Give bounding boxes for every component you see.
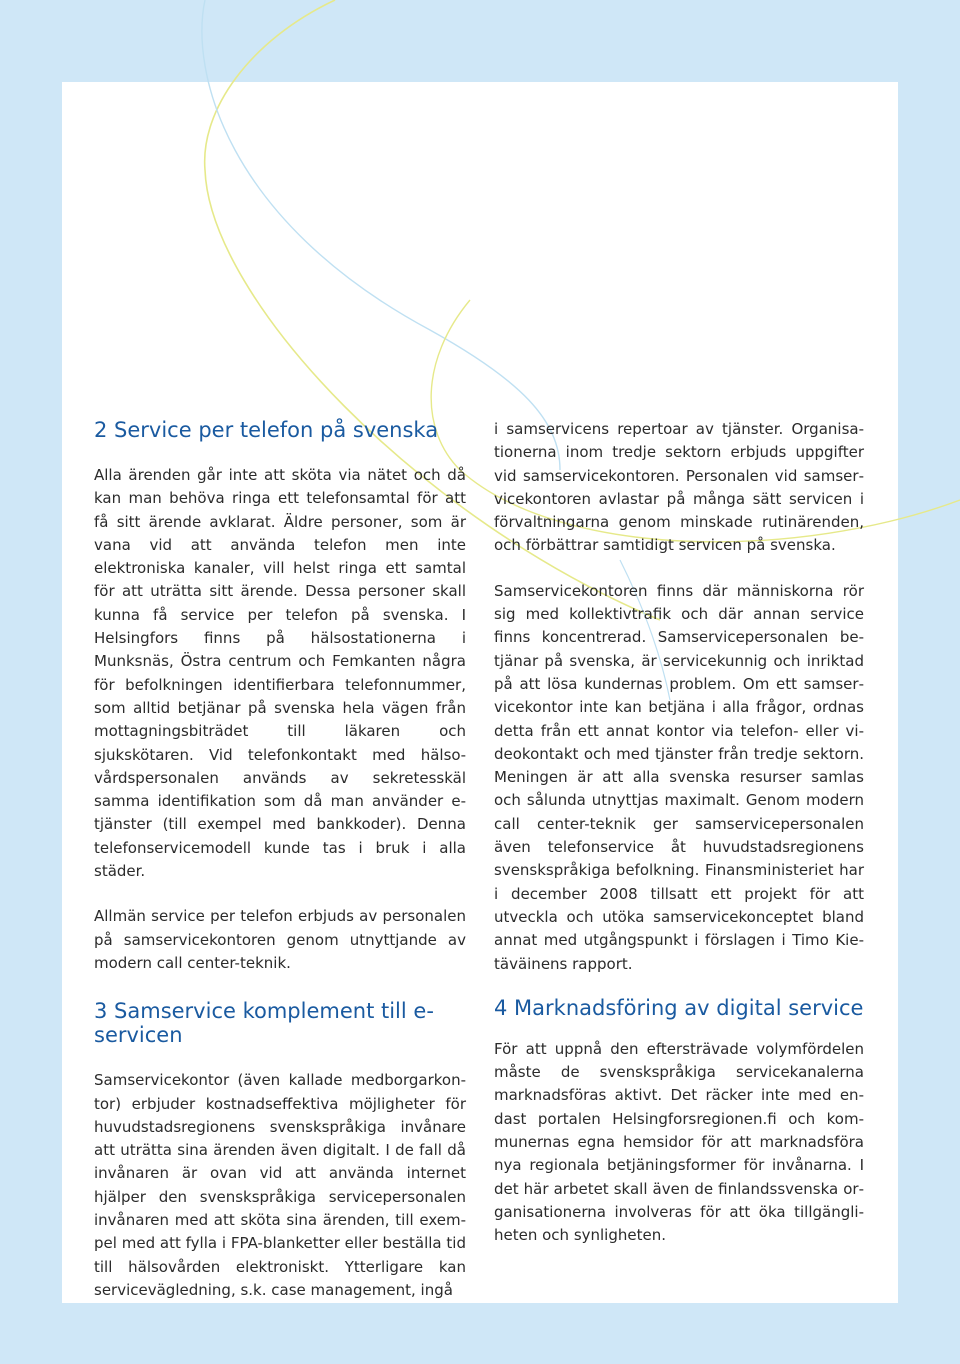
section-3-heading: 3 Samservice komplement till e-servicen — [94, 999, 434, 1048]
section-2-paragraph-1: Alla ärenden går inte att sköta via nätet och då kan man behöva ringa ett telefonsamtal för att få sitt ärende avklarat. Äldre personer, som är vana vid att använda telefon men inte elektroniska kanaler, vill helst ringa ett samtal för att uträtta sitt ärende. Dessa personer skall kunna få service per telefon på svenska. I Helsingfors finns på hälsostationerna i Munksnäs, Östra centrum och Femkanten några för befolkningen identifierbara telefonnummer, som alltid betjänar på svenska hela vägen från mottagningsbiträdet till läkaren och sjukskötaren. Vid telefonkontakt med hälsovårdspersonalen används av sekretesskäl samma identifikation som då man använder e-tjänster (till exempel med bankkoder). Denna telefonservicemodell kunde tas i bruk i alla städer. — [94, 466, 466, 881]
right-column — [494, 418, 864, 1248]
section-2-paragraph-2: Allmän service per telefon erbjuds av personalen på samservicekontoren genom utnyttjande av modern call center-teknik. — [94, 907, 466, 972]
section-4-heading: 4 Marknadsföring av digital service — [494, 995, 864, 1020]
section-3-paragraph-1-continued: i samservicens repertoar av tjänster. Organisationerna inom tredje sektorn erbjuds uppgifter vid samservicekontoren. Personalen vid samservicekontoren avlastar på många sätt servicen i förvaltningarna genom minskade rutinärenden, och förbättrar samtidigt servicen på svenska. — [494, 420, 864, 555]
section-3-paragraph-1: Samservicekontor (även kallade medborgarkontor) erbjuder kostnadseffektiva möjligheter för huvudstadsregionens svenskspråkiga invånare att uträtta sina ärenden även digitalt. I de fall då invånaren är ovan vid att använda internet hjälper den svenskspråkiga servicepersonalen invånaren med att sköta sina ärenden, till exempel med att fylla i FPA-blanketter eller beställa tid till hälsovården elektroniskt. Ytterligare kan servicevägledning, s.k. case management, ingå — [94, 1071, 466, 1299]
section-4-paragraph-1: För att uppnå den eftersträvade volymfördelen måste de svenskspråkiga servicekanalerna marknadsföras aktivt. Det räcker inte med endast portalen Helsingforsregionen.fi och kommunernas egna hemsidor för att marknadsföra nya regionala betjäningsformer för invånarna. I det här arbetet skall även de finlandssvenska organisationerna involveras för att öka tillgängliheten och synligheten. — [494, 1039, 864, 1245]
section-3-paragraph-2: Samservicekontoren finns där människorna rör sig med kollektivtrafik och där annan service finns koncentrerad. Samservicepersonalen betjänar på svenska, är servicekunnig och inriktad på att lösa kundernas problem. Om ett samservicekontor inte kan betjäna i alla frågor, ordnas detta från ett annat kontor via telefon- eller videokontakt och med tjänster från tredje sektorn. Meningen är att alla svenska resurser samlas och sålunda utnyttjas maximalt. Genom modern call center-teknik ger samservicepersonalen även telefonservice åt huvudstadsregionens svenskspråkiga befolkning. Finansministeriet har i december 2008 tillsatt ett projekt för att utveckla och utöka samservicekonceptet bland annat med utgångspunkt i förslagen i Timo Kietäväinens rapport. — [494, 581, 864, 973]
left-column — [94, 418, 466, 1302]
section-2-heading: 2 Service per telefon på svenska — [94, 418, 439, 442]
